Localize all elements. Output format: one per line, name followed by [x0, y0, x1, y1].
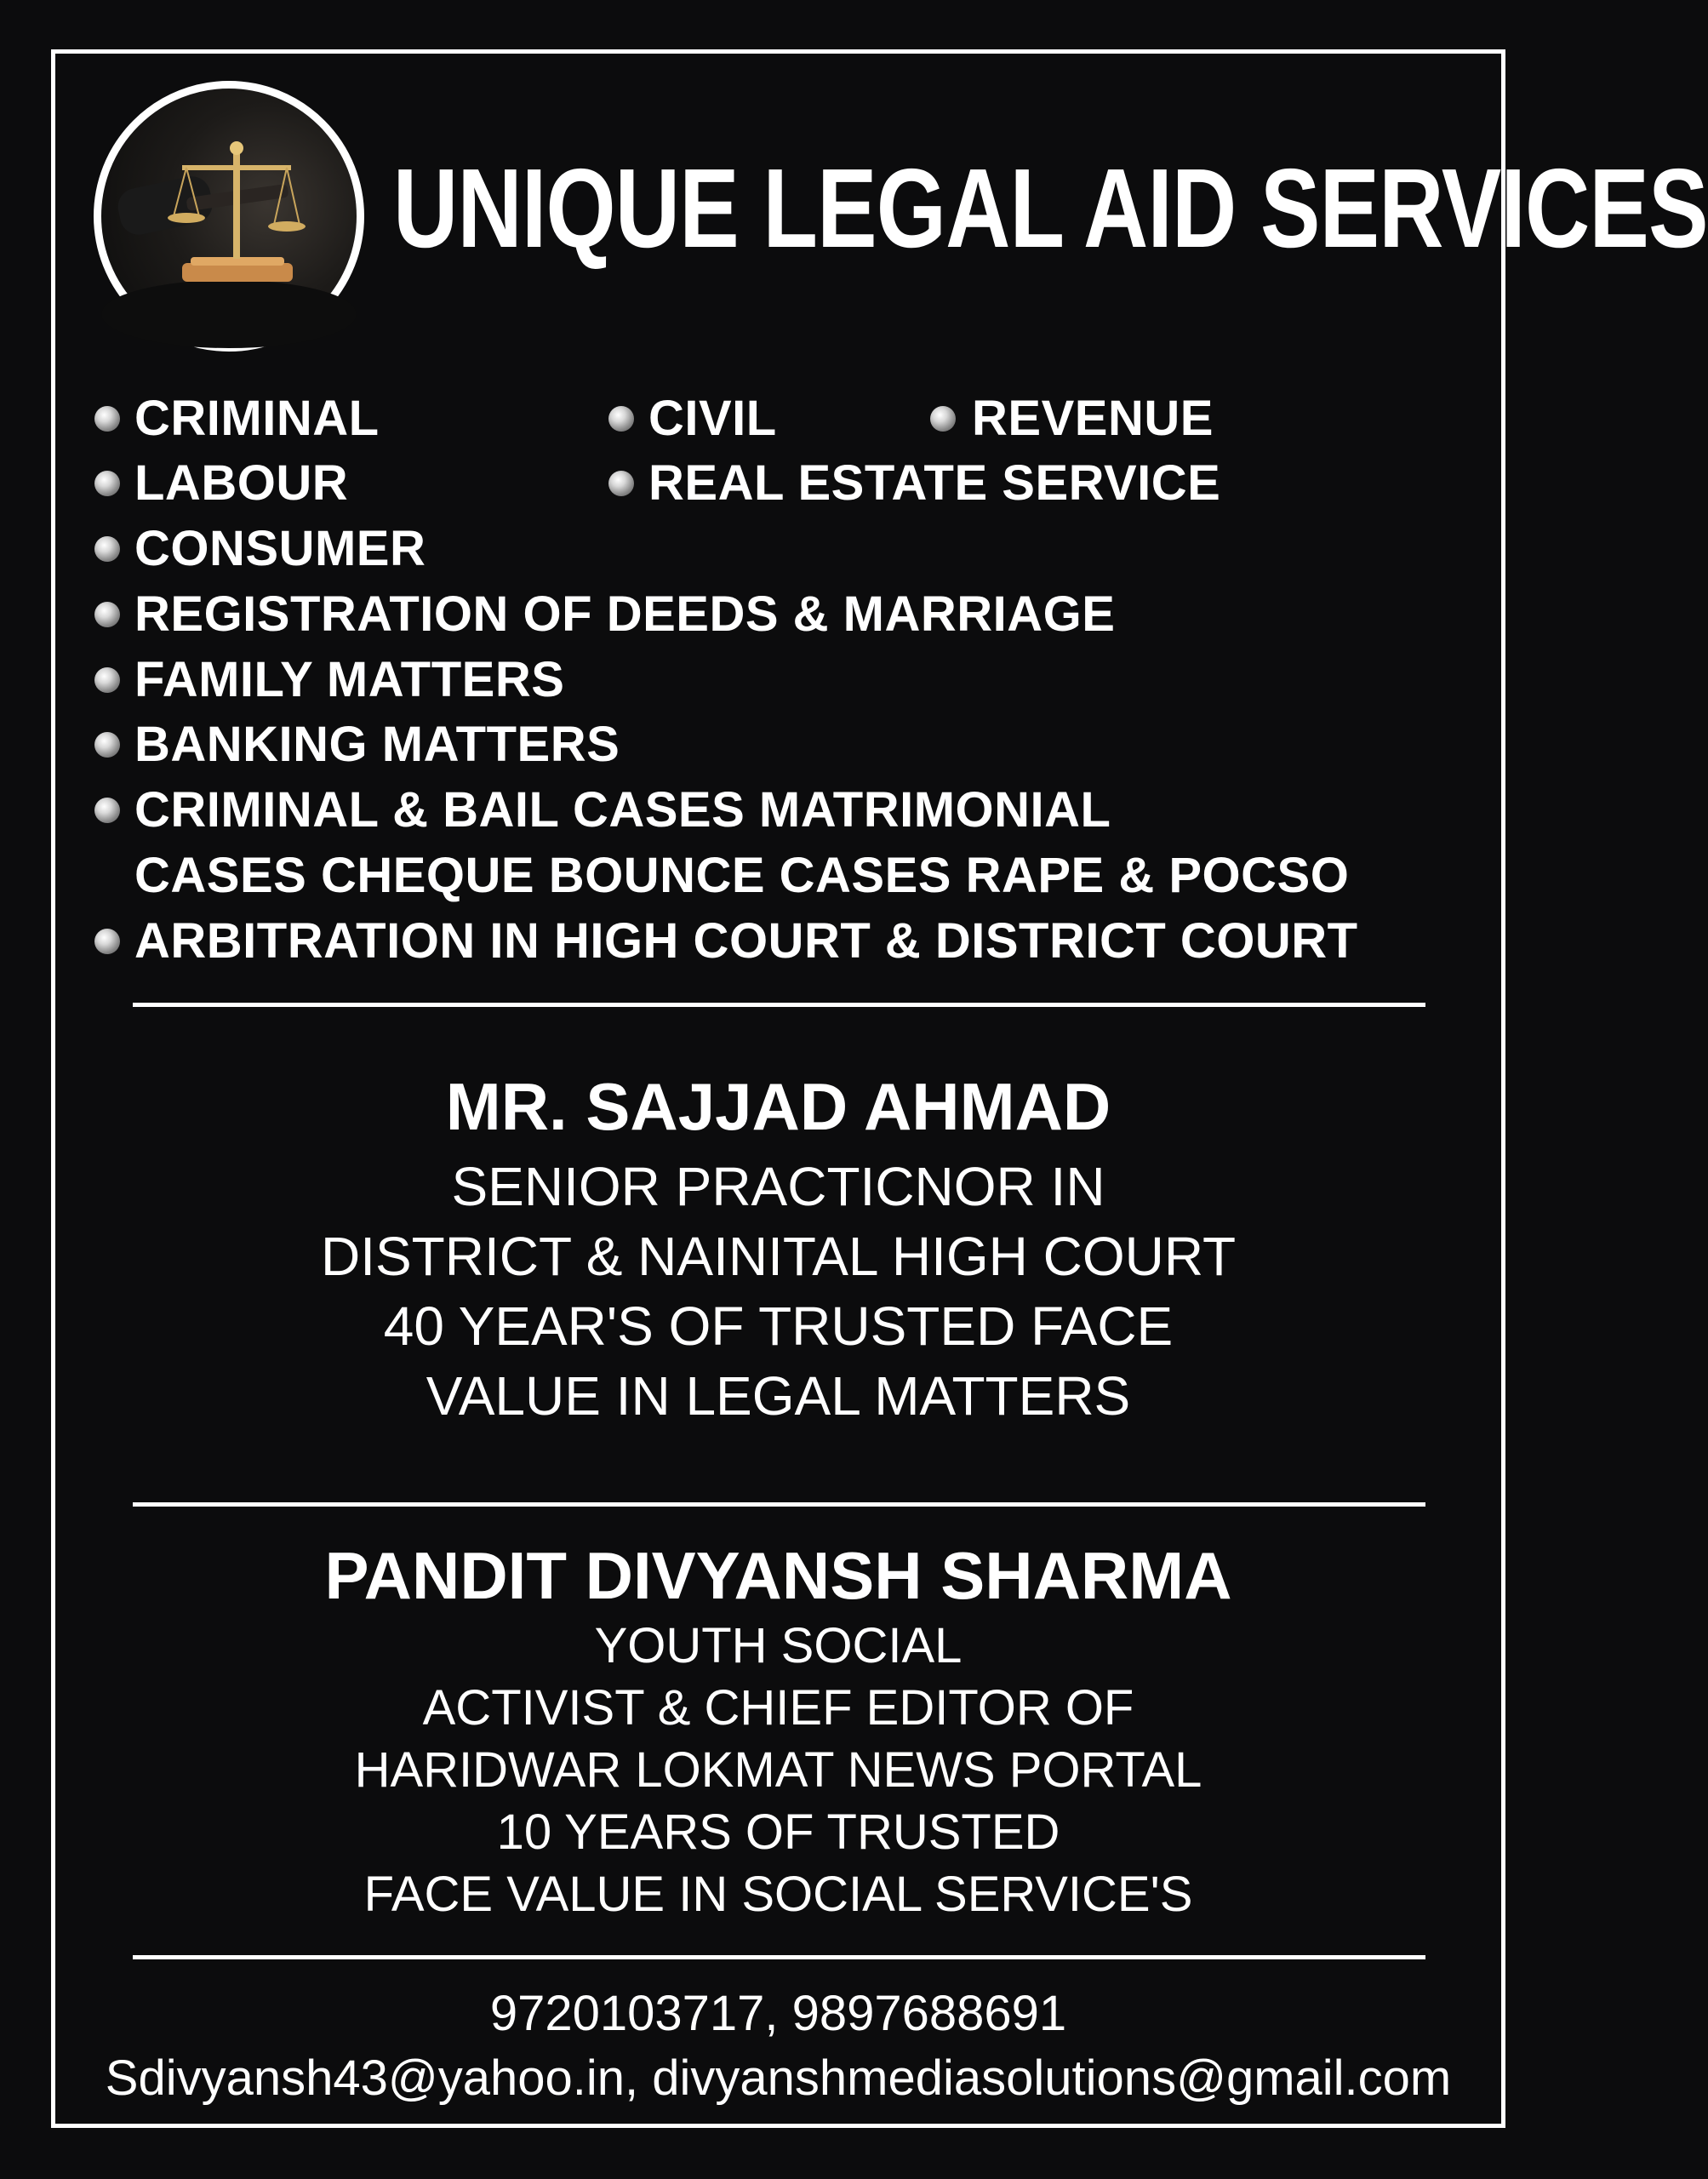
person-detail: VALUE IN LEGAL MATTERS	[426, 1365, 1131, 1427]
bullet-icon	[94, 471, 120, 496]
bullet-icon	[94, 667, 120, 693]
divider	[133, 1955, 1425, 1959]
service-item: CONSUMER	[134, 521, 426, 576]
person-detail: DISTRICT & NAINITAL HIGH COURT	[320, 1226, 1237, 1287]
service-item-continuation: CASES CHEQUE BOUNCE CASES RAPE & POCSO	[134, 848, 1350, 903]
bullet-icon	[608, 406, 634, 432]
bullet-icon	[94, 798, 120, 823]
person-detail: HARIDWAR LOKMAT NEWS PORTAL	[354, 1742, 1202, 1798]
bullet-icon	[94, 732, 120, 758]
person-detail: SENIOR PRACTICNOR IN	[451, 1156, 1105, 1217]
email-addresses: Sdivyansh43@yahoo.in, divyanshmediasolutions@gmail.com	[105, 2050, 1452, 2106]
bullet-icon	[94, 406, 120, 432]
service-item: LABOUR	[134, 455, 349, 511]
bullet-icon	[608, 471, 634, 496]
service-item: ARBITRATION IN HIGH COURT & DISTRICT COURT	[134, 913, 1358, 969]
service-item: REGISTRATION OF DEEDS & MARRIAGE	[134, 586, 1116, 642]
service-item: REAL ESTATE SERVICE	[648, 455, 1221, 511]
bullet-icon	[94, 602, 120, 627]
service-item: CRIMINAL & BAIL CASES MATRIMONIAL	[134, 782, 1111, 838]
divider	[133, 1502, 1425, 1507]
person-detail: 40 YEAR'S OF TRUSTED FACE	[383, 1295, 1174, 1357]
person-detail: ACTIVIST & CHIEF EDITOR OF	[422, 1680, 1134, 1736]
service-item: CRIMINAL	[134, 391, 380, 446]
service-item: BANKING MATTERS	[134, 717, 620, 772]
service-item: CIVIL	[648, 391, 777, 446]
person-detail: YOUTH SOCIAL	[594, 1618, 963, 1673]
scales-of-justice-gavel-icon	[94, 81, 364, 352]
person-name: MR. SAJJAD AHMAD	[445, 1069, 1111, 1144]
service-item: REVENUE	[972, 391, 1214, 446]
bullet-icon	[930, 406, 956, 432]
person-name: PANDIT DIVYANSH SHARMA	[324, 1538, 1232, 1613]
person-detail: FACE VALUE IN SOCIAL SERVICE'S	[363, 1867, 1193, 1922]
page-title: UNIQUE LEGAL AID SERVICES	[393, 146, 1708, 271]
divider	[133, 1003, 1425, 1007]
phone-numbers: 9720103717, 9897688691	[489, 1986, 1067, 2041]
service-item: FAMILY MATTERS	[134, 652, 565, 707]
bullet-icon	[94, 929, 120, 954]
bullet-icon	[94, 536, 120, 562]
person-detail: 10 YEARS OF TRUSTED	[496, 1804, 1060, 1860]
